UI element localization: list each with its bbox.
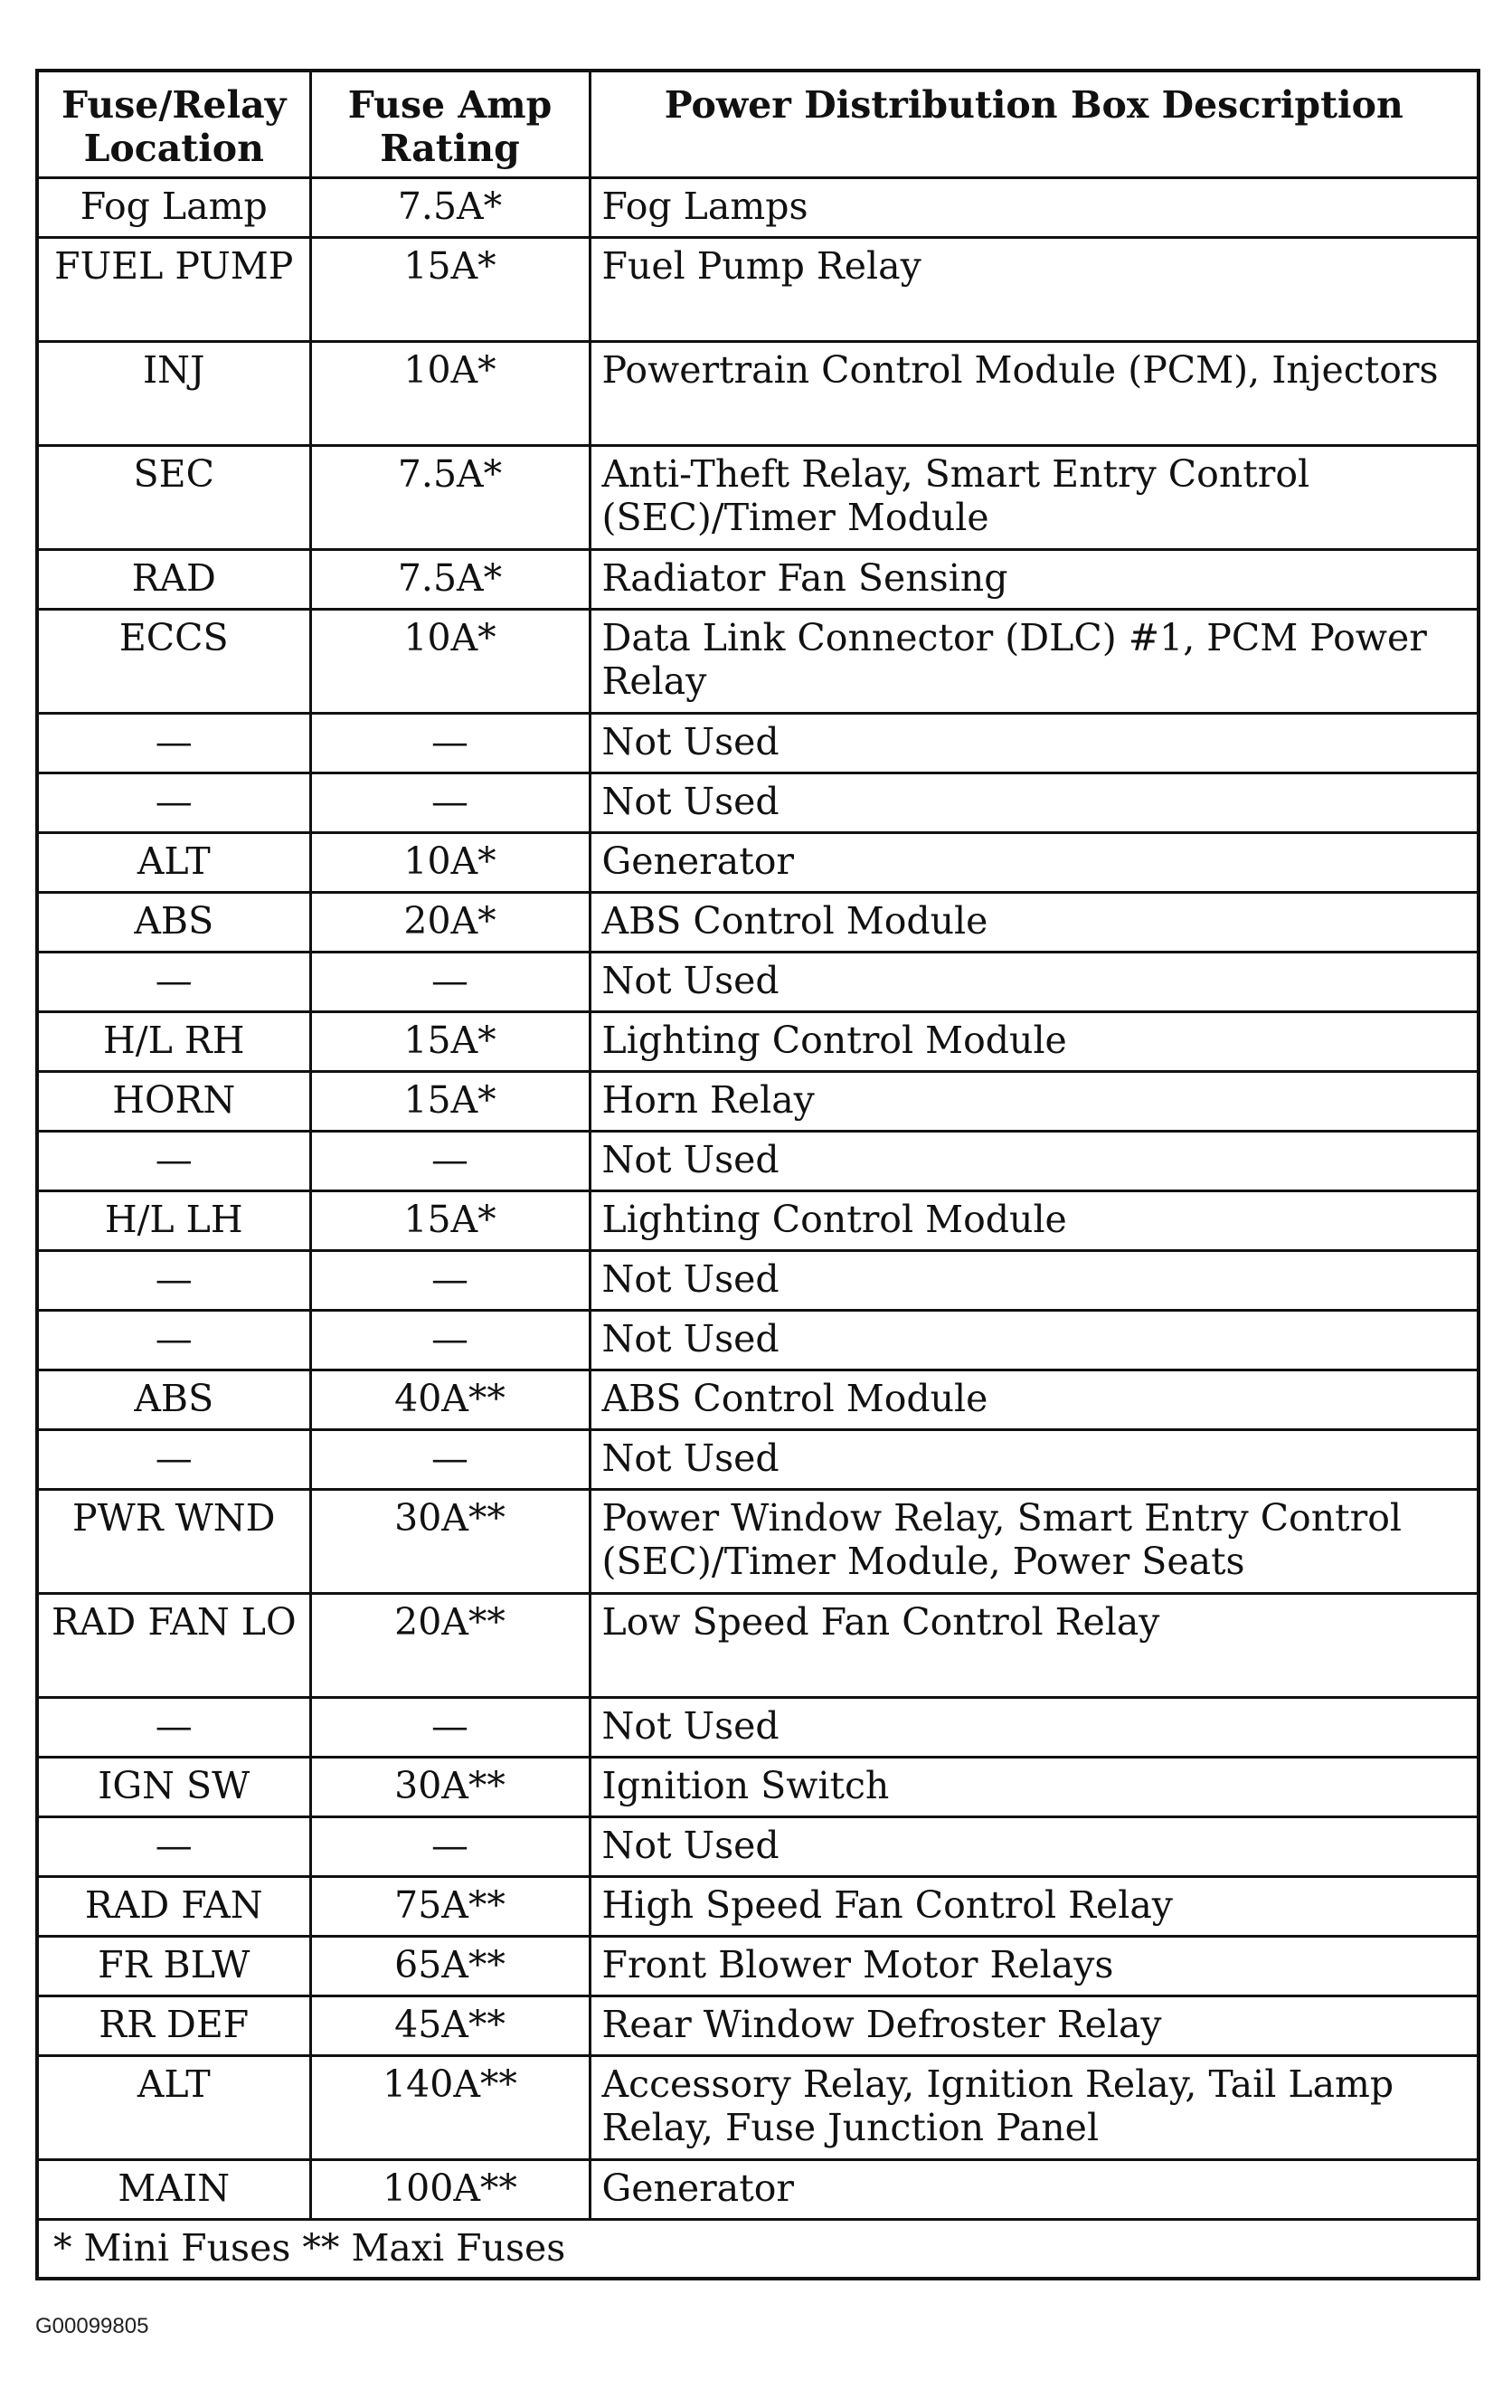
cell-amp-rating: 100A** xyxy=(310,2159,590,2219)
table-row xyxy=(37,1131,1479,1190)
cell-description: Ignition Switch xyxy=(590,1757,1479,1816)
table-row xyxy=(37,1876,1479,1936)
table-row xyxy=(37,1011,1479,1071)
table-row xyxy=(37,773,1479,832)
cell-location: — xyxy=(37,1816,310,1876)
cell-description: Front Blower Motor Relays xyxy=(590,1936,1479,1996)
cell-description: ABS Control Module xyxy=(590,892,1479,952)
cell-description: Not Used xyxy=(590,952,1479,1011)
cell-description: Not Used xyxy=(590,773,1479,832)
cell-amp-rating: — xyxy=(310,1131,590,1190)
table-footer xyxy=(37,2219,1479,2279)
cell-amp-rating: 45A** xyxy=(310,1996,590,2055)
cell-amp-rating: 10A* xyxy=(310,341,590,445)
cell-location: RAD FAN xyxy=(37,1876,310,1936)
cell-amp-rating: 20A* xyxy=(310,892,590,952)
table-row xyxy=(37,1697,1479,1757)
cell-location: MAIN xyxy=(37,2159,310,2219)
cell-location: RAD FAN LO xyxy=(37,1593,310,1697)
table-row xyxy=(37,1429,1479,1489)
cell-location: SEC xyxy=(37,445,310,549)
cell-description: Not Used xyxy=(590,1310,1479,1370)
cell-location: — xyxy=(37,713,310,773)
cell-description: Horn Relay xyxy=(590,1071,1479,1131)
cell-location: FUEL PUMP xyxy=(37,237,310,341)
table-row xyxy=(37,1489,1479,1593)
cell-location: Fog Lamp xyxy=(37,177,310,237)
cell-location: — xyxy=(37,1131,310,1190)
table-row xyxy=(37,177,1479,237)
cell-amp-rating: 15A* xyxy=(310,1071,590,1131)
cell-amp-rating: 7.5A* xyxy=(310,445,590,549)
cell-amp-rating: — xyxy=(310,1816,590,1876)
cell-description: Fuel Pump Relay xyxy=(590,237,1479,341)
cell-amp-rating: 20A** xyxy=(310,1593,590,1697)
cell-description: Not Used xyxy=(590,1816,1479,1876)
table-row xyxy=(37,1370,1479,1429)
table-row xyxy=(37,1190,1479,1250)
table-row xyxy=(37,1936,1479,1996)
table-header xyxy=(37,71,1479,177)
cell-location: RAD xyxy=(37,549,310,609)
table-row xyxy=(37,341,1479,445)
footnote: * Mini Fuses ** Maxi Fuses xyxy=(37,2219,1479,2279)
cell-amp-rating: 40A** xyxy=(310,1370,590,1429)
cell-location: — xyxy=(37,1310,310,1370)
cell-amp-rating: — xyxy=(310,713,590,773)
header-description: Power Distribution Box Description xyxy=(590,71,1479,177)
table-row xyxy=(37,1757,1479,1816)
table-row xyxy=(37,1996,1479,2055)
table-row xyxy=(37,2055,1479,2159)
cell-amp-rating: — xyxy=(310,773,590,832)
table-row xyxy=(37,1816,1479,1876)
cell-description: Accessory Relay, Ignition Relay, Tail Lamp Relay, Fuse Junction Panel xyxy=(590,2055,1479,2159)
table-row xyxy=(37,1310,1479,1370)
cell-description: Not Used xyxy=(590,1250,1479,1310)
table-row xyxy=(37,832,1479,892)
cell-description: High Speed Fan Control Relay xyxy=(590,1876,1479,1936)
cell-description: Rear Window Defroster Relay xyxy=(590,1996,1479,2055)
cell-location: H/L LH xyxy=(37,1190,310,1250)
cell-location: PWR WND xyxy=(37,1489,310,1593)
cell-amp-rating: 15A* xyxy=(310,1011,590,1071)
cell-amp-rating: 75A** xyxy=(310,1876,590,1936)
cell-location: ABS xyxy=(37,892,310,952)
cell-amp-rating: — xyxy=(310,1310,590,1370)
cell-description: Power Window Relay, Smart Entry Control (SEC)/Timer Module, Power Seats xyxy=(590,1489,1479,1593)
cell-location: — xyxy=(37,773,310,832)
table-row xyxy=(37,1250,1479,1310)
cell-amp-rating: 15A* xyxy=(310,1190,590,1250)
header-location: Fuse/Relay Location xyxy=(37,71,310,177)
cell-amp-rating: 10A* xyxy=(310,609,590,713)
table-row xyxy=(37,445,1479,549)
table-body xyxy=(37,177,1479,2219)
cell-amp-rating: 65A** xyxy=(310,1936,590,1996)
fuse-table xyxy=(35,69,1480,2280)
cell-description: Low Speed Fan Control Relay xyxy=(590,1593,1479,1697)
cell-location: — xyxy=(37,1250,310,1310)
table-row xyxy=(37,549,1479,609)
cell-description: Generator xyxy=(590,832,1479,892)
image-id-label: G00099805 xyxy=(35,2314,149,2338)
table-row xyxy=(37,892,1479,952)
table-row xyxy=(37,952,1479,1011)
cell-description: Data Link Connector (DLC) #1, PCM Power Relay xyxy=(590,609,1479,713)
cell-description: Lighting Control Module xyxy=(590,1190,1479,1250)
table-row xyxy=(37,1071,1479,1131)
cell-description: Powertrain Control Module (PCM), Injectors xyxy=(590,341,1479,445)
cell-amp-rating: 10A* xyxy=(310,832,590,892)
cell-description: Anti-Theft Relay, Smart Entry Control (SEC)/Timer Module xyxy=(590,445,1479,549)
cell-amp-rating: — xyxy=(310,1429,590,1489)
cell-description: Not Used xyxy=(590,1131,1479,1190)
cell-amp-rating: 30A** xyxy=(310,1489,590,1593)
cell-location: RR DEF xyxy=(37,1996,310,2055)
cell-location: ECCS xyxy=(37,609,310,713)
cell-description: Lighting Control Module xyxy=(590,1011,1479,1071)
cell-location: IGN SW xyxy=(37,1757,310,1816)
cell-location: HORN xyxy=(37,1071,310,1131)
cell-amp-rating: — xyxy=(310,1250,590,1310)
cell-location: ABS xyxy=(37,1370,310,1429)
cell-amp-rating: 140A** xyxy=(310,2055,590,2159)
cell-description: Radiator Fan Sensing xyxy=(590,549,1479,609)
cell-location: ALT xyxy=(37,2055,310,2159)
cell-description: Not Used xyxy=(590,1697,1479,1757)
header-amp-rating: Fuse Amp Rating xyxy=(310,71,590,177)
cell-location: H/L RH xyxy=(37,1011,310,1071)
cell-description: Generator xyxy=(590,2159,1479,2219)
cell-description: Not Used xyxy=(590,713,1479,773)
cell-location: INJ xyxy=(37,341,310,445)
cell-amp-rating: — xyxy=(310,1697,590,1757)
table-row xyxy=(37,713,1479,773)
cell-location: — xyxy=(37,1697,310,1757)
cell-description: Fog Lamps xyxy=(590,177,1479,237)
cell-location: FR BLW xyxy=(37,1936,310,1996)
table-row xyxy=(37,609,1479,713)
table-row xyxy=(37,237,1479,341)
cell-location: ALT xyxy=(37,832,310,892)
cell-description: ABS Control Module xyxy=(590,1370,1479,1429)
cell-amp-rating: 7.5A* xyxy=(310,549,590,609)
cell-location: — xyxy=(37,1429,310,1489)
cell-description: Not Used xyxy=(590,1429,1479,1489)
cell-amp-rating: — xyxy=(310,952,590,1011)
table-row xyxy=(37,2159,1479,2219)
cell-amp-rating: 15A* xyxy=(310,237,590,341)
table-row xyxy=(37,1593,1479,1697)
cell-amp-rating: 7.5A* xyxy=(310,177,590,237)
cell-amp-rating: 30A** xyxy=(310,1757,590,1816)
cell-location: — xyxy=(37,952,310,1011)
